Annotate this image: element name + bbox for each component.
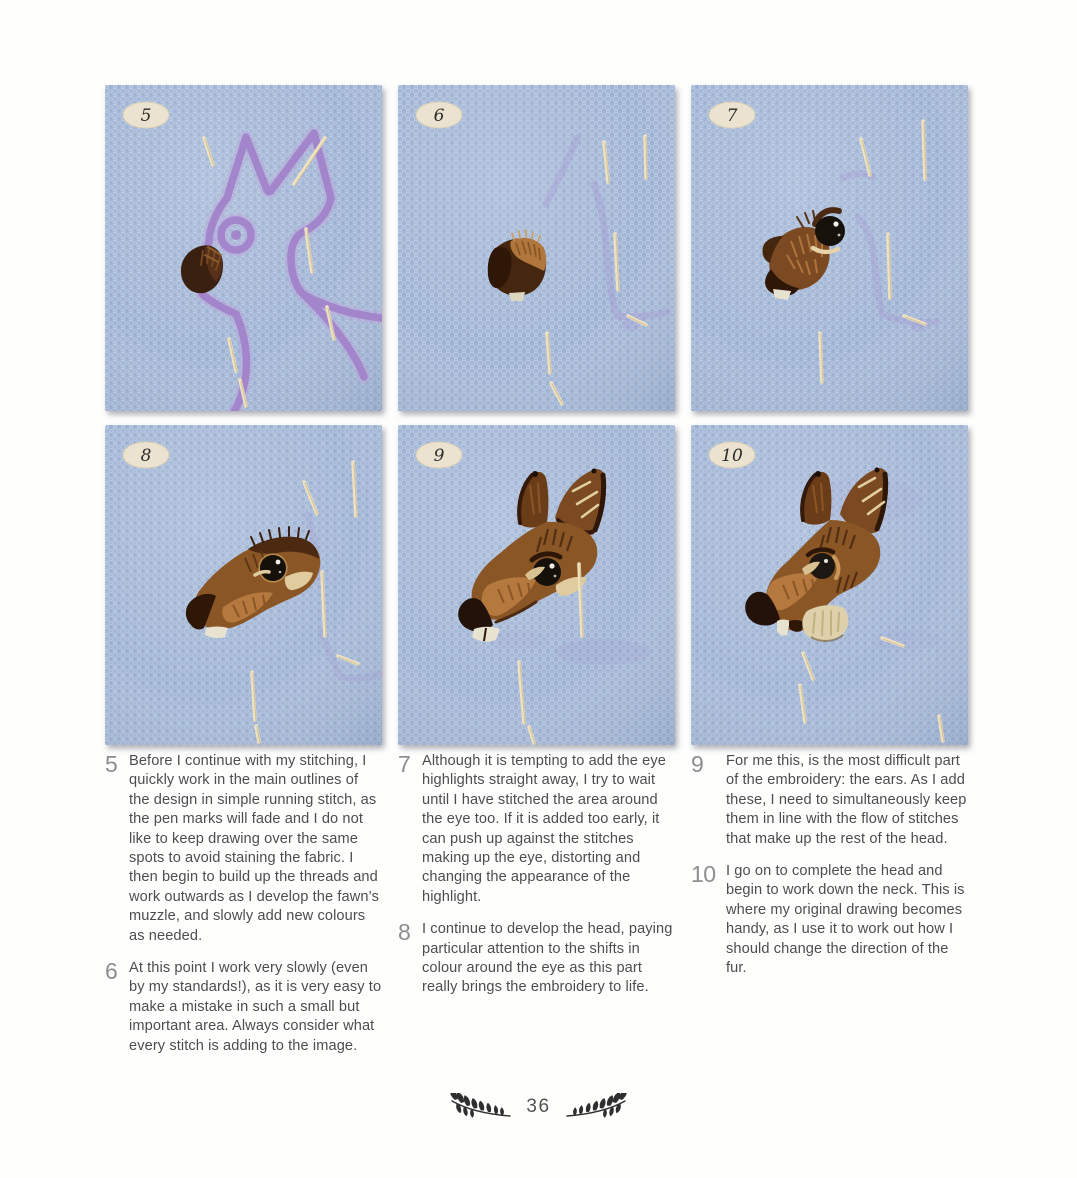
photo-number: 5	[140, 106, 152, 126]
step-photo-6	[398, 85, 675, 411]
photo-number: 6	[433, 106, 445, 126]
faded-pen-wash	[555, 639, 651, 665]
laurel-left-icon	[449, 1093, 513, 1121]
embroidery-photo-10	[691, 425, 968, 745]
embroidery-photo-8	[105, 425, 382, 745]
step-number: 8	[398, 919, 411, 946]
step-7	[398, 752, 675, 907]
instruction-column-3	[691, 752, 968, 1069]
step-6	[105, 959, 382, 1056]
photo-number: 7	[726, 106, 738, 126]
step-number: 10	[691, 861, 716, 888]
instruction-columns	[105, 752, 968, 1069]
step-text: For me this, is the most difficult part of the embroidery: the ears. As I add these, I need to simultaneously keep them in line with the flow of stitches that make up the rest of the head.	[726, 753, 967, 847]
laurel-right-icon	[564, 1093, 628, 1121]
step-number: 9	[691, 751, 704, 777]
page-number: 36	[526, 1096, 551, 1117]
step-10	[691, 862, 968, 978]
step-number: 5	[105, 751, 118, 777]
step-number: 7	[398, 751, 411, 777]
step-photo-8	[105, 425, 382, 745]
photo-number: 9	[433, 446, 445, 466]
step-text: I continue to develop the head, paying particular attention to the shifts in colour around the eye as this part really brings the embroidery to life.	[422, 921, 673, 996]
embroidery-photo-9	[398, 425, 675, 745]
instruction-column-1	[105, 752, 382, 1069]
embroidery-photo-6	[398, 85, 675, 411]
step-photo-5	[105, 85, 382, 411]
step-photo-10	[691, 425, 968, 745]
step-5	[105, 752, 382, 946]
photo-grid	[105, 85, 968, 745]
step-photo-7	[691, 85, 968, 411]
step-number: 6	[105, 958, 118, 985]
step-text: Although it is tempting to add the eye highlights straight away, I try to wait until I have stitched the area around the eye too. If it is added too early, it can push up against the stitches making up the eye, distorting and changing the appearance of the highlight.	[422, 753, 666, 905]
step-text: Before I continue with my stitching, I quickly work in the main outlines of the design in simple running stitch, as the pen marks will fade and I do not like to keep drawing over the same spots to avoid staining the fabric. I then begin to build up the threads and work outwards as I develop the fawn’s muzzle, and slowly add new colours as needed.	[129, 753, 380, 944]
page-footer	[0, 1093, 1077, 1121]
step-text: At this point I work very slowly (even by my standards!), as it is very easy to make a mistake in such a small but important area. Always consider what every stitch is adding to the image.	[129, 960, 382, 1054]
step-text: I go on to complete the head and begin to work down the neck. This is where my original drawing becomes handy, as I use it to work out how I should change the direction of the fur.	[726, 863, 965, 977]
step-photo-9	[398, 425, 675, 745]
photo-number: 8	[140, 446, 152, 466]
photo-number: 10	[721, 446, 743, 466]
instruction-column-2	[398, 752, 675, 1069]
step-9	[691, 752, 968, 849]
embroidery-photo-7	[691, 85, 968, 411]
step-8	[398, 920, 675, 998]
embroidery-photo-5	[105, 85, 382, 411]
